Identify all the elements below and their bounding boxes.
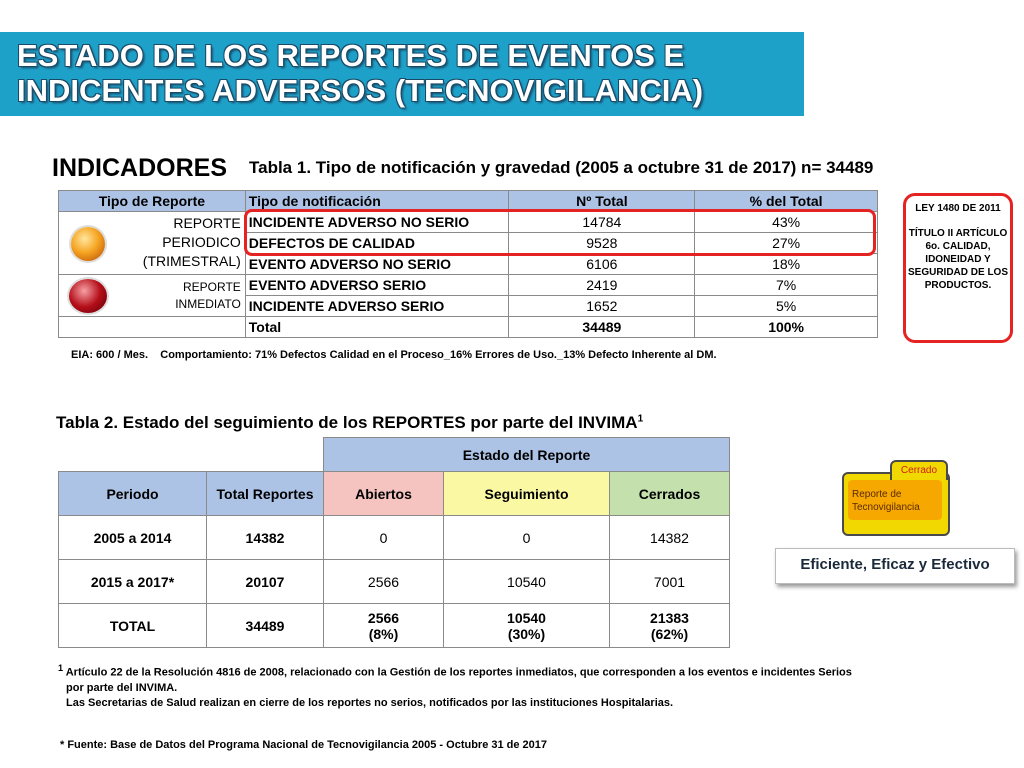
total-label: Total	[245, 317, 509, 338]
cell-seguimiento: 0	[444, 516, 610, 560]
status-table	[58, 437, 730, 648]
eia-note: EIA: 600 / Mes. Comportamiento: 71% Defectos Calidad en el Proceso_16% Errores de Uso._13% Defecto Inherente al DM.	[71, 349, 717, 361]
col-header-periodo: Periodo	[59, 472, 207, 516]
table-row	[59, 560, 730, 604]
table-total-row	[59, 604, 730, 648]
row-tipo: INCIDENTE ADVERSO NO SERIO	[245, 212, 509, 233]
cell-total: 14382	[207, 516, 324, 560]
red-dot-icon	[69, 279, 107, 313]
row-total: 2419	[509, 275, 695, 296]
indicadores-heading: INDICADORES	[52, 154, 228, 182]
row-tipo: INCIDENTE ADVERSO SERIO	[245, 296, 509, 317]
col-header-seguimiento: Seguimiento	[444, 472, 610, 516]
row-tipo: EVENTO ADVERSO SERIO	[245, 275, 509, 296]
table-row	[59, 516, 730, 560]
cell-total: 20107	[207, 560, 324, 604]
footnote: $^1$ Artículo 22 de la Resolución 4816 de 2008, relacionado con la Gestión de los reportes inmediatos, que corresponden a los eventos e incidentes Serios por parte del INVIMA. Las Secretarias de Salud realizan en cierre de los reportes no serios, notificados por las instituciones Hospitalarias.	[58, 663, 852, 709]
col-header-pct: % del Total	[695, 191, 878, 212]
col-header-cerrados: Cerrados	[610, 472, 730, 516]
highlight-box	[244, 209, 876, 256]
row-pct: 43%	[695, 212, 878, 233]
row-total: 9528	[509, 233, 695, 254]
col-header-abiertos: Abiertos	[324, 472, 444, 516]
col-header-tipo-reporte: Tipo de Reporte	[59, 191, 246, 212]
group-periodico	[59, 212, 246, 275]
cell-cerrados: 14382	[610, 516, 730, 560]
total-pct: 100%	[695, 317, 878, 338]
group-inmediato-label: REPORTE INMEDIATO	[175, 280, 241, 311]
eficiente-box: Eficiente, Eficaz y Efectivo	[775, 548, 1015, 584]
cell-cerrados: 21383 (62%)	[610, 604, 730, 648]
cell-abiertos: 0	[324, 516, 444, 560]
page-title: ESTADO DE LOS REPORTES DE EVENTOS E INDICENTES ADVERSOS (TECNOVIGILANCIA)	[17, 38, 704, 108]
folder-tab-label: Cerrado	[890, 460, 948, 480]
cell-periodo: 2015 a 2017*	[59, 560, 207, 604]
source-note: * Fuente: Base de Datos del Programa Nacional de Tecnovigilancia 2005 - Octubre 31 de 2017	[60, 739, 548, 751]
cell-total: 34489	[207, 604, 324, 648]
row-total: 1652	[509, 296, 695, 317]
cell-seguimiento: 10540 (30%)	[444, 604, 610, 648]
cell-periodo: 2005 a 2014	[59, 516, 207, 560]
estado-header: Estado del Reporte	[324, 438, 730, 472]
table-total-row	[59, 317, 878, 338]
folder-icon	[842, 460, 950, 536]
cell-periodo: TOTAL	[59, 604, 207, 648]
col-header-tipo-notificacion: Tipo de notificación	[245, 191, 509, 212]
ley-line1: LEY 1480 DE 2011	[915, 203, 1001, 214]
row-pct: 18%	[695, 254, 878, 275]
row-tipo: DEFECTOS DE CALIDAD	[245, 233, 509, 254]
cell-seguimiento: 10540	[444, 560, 610, 604]
folder-label: Reporte de Tecnovigilancia	[848, 480, 942, 520]
group-periodico-label: REPORTE PERIODICO (TRIMESTRAL)	[142, 215, 241, 269]
cell-cerrados: 7001	[610, 560, 730, 604]
row-pct: 27%	[695, 233, 878, 254]
orange-dot-icon	[71, 227, 105, 261]
ley-box	[903, 193, 1013, 343]
cell-abiertos: 2566	[324, 560, 444, 604]
table-header-row	[59, 472, 730, 516]
cell-abiertos: 2566 (8%)	[324, 604, 444, 648]
table2-caption: Tabla 2. Estado del seguimiento de los REPORTES por parte del INVIMA$^1$	[56, 413, 644, 432]
ley-line2: TÍTULO II ARTÍCULO 6o. CALIDAD, IDONEIDAD Y SEGURIDAD DE LOS PRODUCTOS.	[907, 228, 1008, 291]
col-header-total: Total Reportes	[207, 472, 324, 516]
table1-caption: Tabla 1. Tipo de notificación y gravedad (2005 a octubre 31 de 2017) n= 34489	[249, 158, 874, 177]
total-value: 34489	[509, 317, 695, 338]
row-pct: 7%	[695, 275, 878, 296]
row-tipo: EVENTO ADVERSO NO SERIO	[245, 254, 509, 275]
row-pct: 5%	[695, 296, 878, 317]
row-total: 14784	[509, 212, 695, 233]
group-inmediato	[59, 275, 246, 317]
table-row	[59, 275, 878, 296]
row-total: 6106	[509, 254, 695, 275]
col-header-total: Nº Total	[509, 191, 695, 212]
